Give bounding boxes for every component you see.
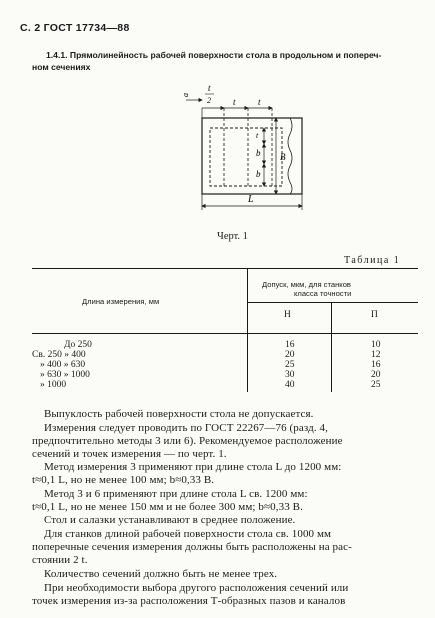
body-line: предпочтительно методы 3 или 6). Рекомендуемое расположение [32,435,343,447]
table-row-length: До 250 [64,340,92,350]
label-B: B [280,152,286,162]
body-line: Стол и салазки устанавливают в среднее положение. [44,514,296,526]
table-label: Таблица 1 [344,255,401,266]
body-line: При необходимости выбора другого расположения сечений или [44,582,349,594]
col-header-length: Длина измерения, мм [82,297,160,306]
table-row-p: 20 [371,370,381,380]
label-t-1: t [233,97,236,107]
table-class-divider [331,302,332,392]
body-line: t≈0,1 L, но не менее 150 мм и не более 300 мм; b≈0,33 B. [32,501,303,513]
table-row-h: 20 [285,350,295,360]
label-t-vertical: t [256,131,259,140]
col-group-header-1: Допуск, мкм, для станков [262,280,351,289]
table-row-length: » 400 » 630 [40,360,86,370]
section-heading-line1: 1.4.1. Прямолинейность рабочей поверхности стола в продольном и попереч- [46,50,382,60]
table-header-rule [32,333,418,334]
col-group-header-2: класса точности [294,289,352,298]
table-row-h: 40 [285,380,295,390]
body-line: сечений и точек измерения — по черт. 1. [32,448,227,460]
table-row-h: 25 [285,360,295,370]
table-row-p: 16 [371,360,381,370]
body-line: Выпуклость рабочей поверхности стола не допускается. [44,408,314,420]
label-t-2: t [258,97,261,107]
body-line: стоянии 2 t. [32,554,88,566]
table-top-rule [32,268,418,269]
col-header-class-h: Н [284,310,291,320]
label-half-den: 2 [207,96,211,105]
label-tick-a: a [181,93,190,97]
body-line: Метод измерения 3 применяют при длине стола L до 1200 мм: [44,461,342,473]
table-row-h: 30 [285,370,295,380]
table-row-length: » 1000 [40,380,67,390]
measurement-diagram [172,78,322,218]
table-row-h: 16 [285,340,295,350]
col-header-class-p: П [371,310,378,320]
body-line: t≈0,1 L, но не менее 100 мм; b≈0,33 B. [32,474,215,486]
figure-caption: Черт. 1 [217,231,248,242]
table-row-p: 12 [371,350,381,360]
body-line: точек измерения из-за расположения Т-образных пазов и каналов [32,595,346,607]
body-line: Количество сечений должно быть не менее трех. [44,568,278,580]
table-row-p: 10 [371,340,381,350]
section-heading-line2: ном сечениях [32,62,91,72]
body-line: Для станков длиной рабочей поверхности стола св. 1000 мм [44,528,332,540]
table-col-divider [247,268,248,392]
label-b-1: b [256,148,261,158]
table-row-length: » 630 » 1000 [40,370,90,380]
body-line: Измерения следует проводить по ГОСТ 22267—76 (разд. 4, [44,422,328,434]
label-L: L [248,194,254,205]
label-b-2: b [256,169,261,179]
body-line: поперечные сечения измерения должны быть расположены на рас- [32,541,352,553]
table-row-length: Св. 250 » 400 [32,350,86,360]
label-t-half: t [208,83,211,93]
table-subheader-rule [247,302,418,303]
page-header: С. 2 ГОСТ 17734—88 [20,22,130,34]
table-row-p: 25 [371,380,381,390]
body-line: Метод 3 и 6 применяют при длине стола L св. 1200 мм: [44,488,308,500]
